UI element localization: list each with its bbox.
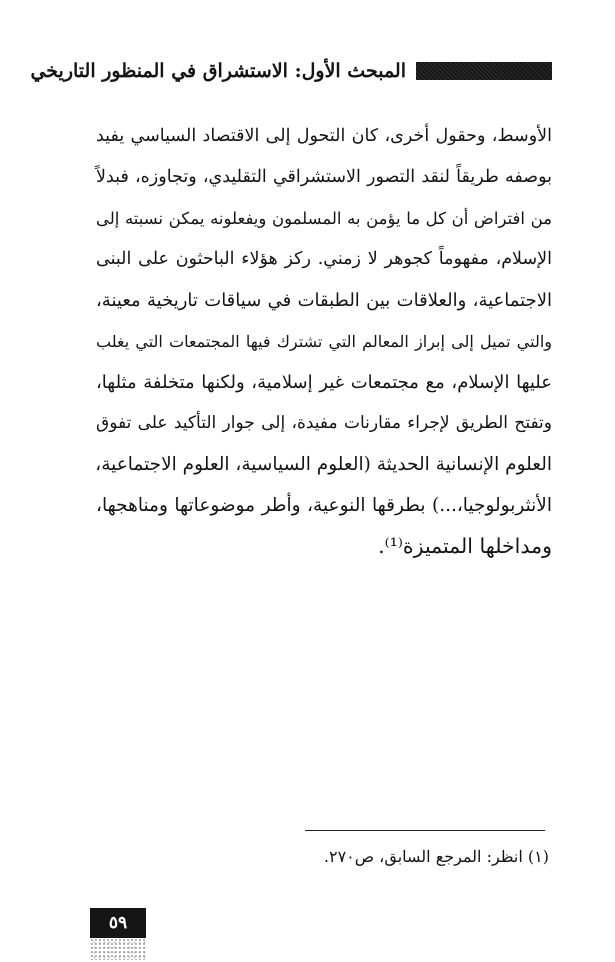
body-line: وتفتح الطريق لإجراء مقارنات مفيدة، إلى جوار التأكيد على تفوق bbox=[96, 413, 552, 433]
body-line: الإسلام، مفهوماً كجوهر لا زمني. ركز هؤلاء الباحثون على البنى bbox=[96, 249, 552, 269]
body-line: العلوم الإنسانية الحديثة (العلوم السياسية، العلوم الاجتماعية، bbox=[95, 454, 552, 475]
running-header bbox=[30, 56, 552, 86]
body-line: الأنثربولوجيا،...) بطرقها النوعية، وأطر موضوعاتها ومناهجها، bbox=[96, 495, 552, 516]
body-line: ومداخلها المتميزة⁽¹⁾. bbox=[378, 534, 552, 558]
body-line: الاجتماعية، والعلاقات بين الطبقات في سياقات تاريخية معينة، bbox=[96, 290, 552, 311]
footnote-divider bbox=[305, 830, 545, 831]
body-line: عليها الإسلام، مع مجتمعات غير إسلامية، ولكنها متخلفة مثلها، bbox=[96, 372, 552, 393]
page-number: ٥٩ bbox=[90, 908, 146, 938]
header-title: المبحث الأول: الاستشراق في المنظور التاريخي bbox=[30, 60, 406, 82]
footnote: (١) انظر: المرجع السابق، ص٢٧٠. bbox=[323, 847, 549, 866]
body-line: من افتراض أن كل ما يؤمن به المسلمون ويفعلونه يمكن نسبته إلى bbox=[96, 209, 552, 228]
body-text bbox=[96, 116, 552, 567]
body-line: والتي تميل إلى إبراز المعالم التي تشترك فيها المجتمعات التي يغلب bbox=[96, 332, 552, 351]
page-number-decoration bbox=[90, 938, 146, 960]
header-decorative-bar bbox=[416, 62, 552, 80]
body-line: الأوسط، وحقول أخرى، كان التحول إلى الاقتصاد السياسي يفيد bbox=[96, 126, 552, 146]
body-line: بوصفه طريقاً لنقد التصور الاستشراقي التقليدي، وتجاوزه، فبدلاً bbox=[96, 167, 552, 187]
